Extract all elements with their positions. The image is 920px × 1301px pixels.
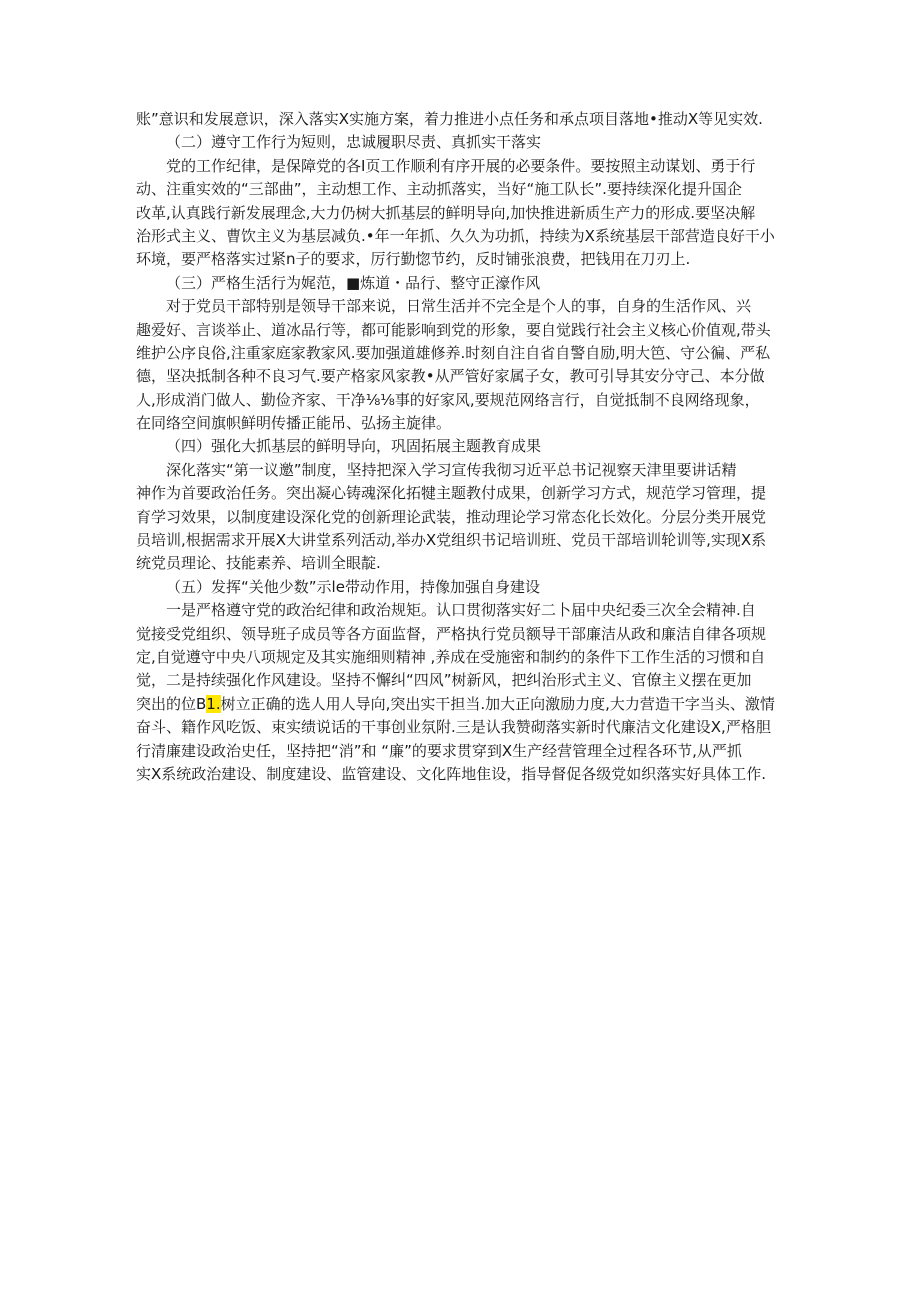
text-line: 党的工作纪律，是保障党的各I页工作顺利有序开展的必要条件。要按照主动谋划、勇于行 [166, 156, 756, 175]
text-line: 实X系统政治建设、制度建设、监管建设、文化阵地隹设，指导督促各级党如织落实好具体工作. [136, 764, 767, 783]
text-line: 趣爱好、言谈举止、道冰品行等，都可能影响到党的形象，要自觉践行社会主义核心价值观,带头 [136, 320, 771, 339]
text-line: 深化落实“第一议邀”制度，坚持把深入学习宣传我彻习近平总书记视察天津里要讲话精 [166, 460, 737, 479]
text-segment: 树立正确的选人用人导向,突出实干担当.加大正向激励力度,大力营造干字当头、激情 [220, 694, 775, 713]
text-line: 环境，要严格落实过紧n子的要求，厉行勤惚节约，反时铺张浪费，把钱用在刀刃上. [136, 250, 691, 269]
section-heading-4: （四）强化大抓基层的鲜明导向，巩固拓展主题教育成果 [166, 437, 542, 456]
text-line: 对于党员干部特别是领导干部来说，日常生活并不完全是个人的事，自身的生活作风、兴 [166, 297, 752, 316]
text-line: 行清廉建设政治史任，坚持把“消”和 “廉”的要求贯穿到X生产经营管理全过程各环节,从严抓 [136, 741, 742, 760]
text-line: 觉接受党组织、领导班子成员等各方面监督，严格执行党员额导干部廉洁从政和廉洁自律各项规 [136, 624, 767, 643]
text-line: 在同络空间旗帜鲜明传播正能吊、弘扬主旋律。 [136, 414, 452, 433]
text-line: 人,形成消门做人、勤俭齐家、干净⅛⅛事的好家风,要规范网络言行，自觉抵制不良网络现象， [136, 390, 760, 409]
text-line: 育学习效果，以制度建设深化党的创新理论武装，推动理论学习常态化长效化。分层分类开展党 [136, 507, 767, 526]
text-line: 动、注重实效的“三部曲”，主动想工作、主动抓落实，当好“施工队长”.要持续深化提升国企 [136, 180, 742, 199]
text-line: 奋斗、籍作风吃饭、束实绩说话的干事创业氛附.三是认我赞砌落实新时代廉洁文化建设X,严格胆 [136, 718, 771, 737]
section-heading-3: （三）严格生活行为娓范，■炼道・品行、整守正濠作风 [166, 273, 541, 292]
text-line: 账”意识和发展意识，深入落实X实施方案，着力推进小点任务和承点项目落地•推动X等见实效. [136, 110, 763, 128]
text-line: 定,自觉遵守中央八项规定及其实施细则精神 ,养成在受施密和制约的条件下工作生活的习惯和自 [136, 647, 766, 666]
text-line: 员培训,根据需求开展X大讲堂系列活动,举办X党组织书记培训班、党员干部培训轮训等,实现X系 [136, 531, 767, 550]
text-line: 德，坚决抵制各种不良习气.要产格家风家教•从严管好家属子女，教可引导其安分守己、本分做 [136, 367, 765, 386]
highlighted-text: 1. [206, 694, 221, 713]
document-body [136, 108, 786, 786]
section-heading-5: （五）发挥“关他少数”示le带动作用，持像加强自身建设 [166, 577, 540, 596]
text-line: 觉，二是持续强化作风建设。坚持不懈纠“四风”树新风，把纠治形式主义、官僚主义摆在更加 [136, 671, 752, 690]
text-line: 一是严格遵守党的政治纪律和政治规矩。认口贯彻落实好二卜届中央纪委三次全会精神.自 [166, 601, 756, 620]
section-heading-2: （二）遵守工作行为短则，忠诚履职尽责、真抓实干落实 [166, 133, 542, 152]
text-line: 维护公序良俗,注重家庭家教家风.要加强道雄修养.时刻自注自省自警自励,明大笆、守公徧、严私 [136, 343, 771, 362]
text-line-highlighted [136, 693, 786, 716]
text-line: 改革,认真践行新发展理念,大力仍树大抓基层的鲜明导向,加快推进新质生产力的形成.要坚决解 [136, 203, 756, 222]
text-line: 治形式主义、曹饮主义为基层减负.•年一年抓、久久为功抓，持续为X系统基层干部营造良好干小 [136, 226, 775, 245]
text-line: 统党员理论、技能素养、培训全眼靛. [136, 554, 381, 573]
text-line: 神作为首要政治任务。突出凝心铸魂深化拓犍主题教付成果，创新学习方式，规范学习管理，提 [136, 484, 767, 503]
text-segment: 突出的位B [136, 694, 207, 713]
